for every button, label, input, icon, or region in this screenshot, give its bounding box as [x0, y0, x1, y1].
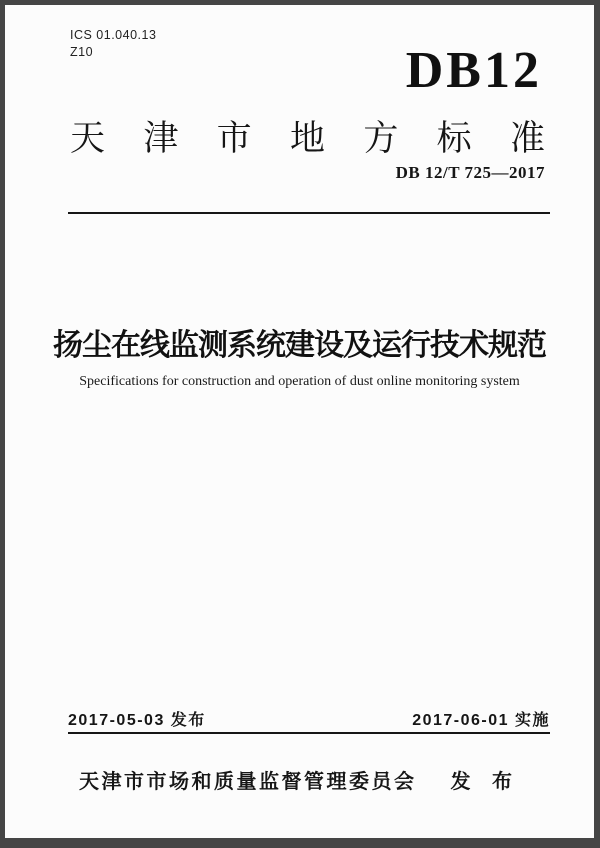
standard-number: DB 12/T 725—2017: [395, 163, 545, 182]
dates-row: [68, 707, 550, 730]
publisher-row: [5, 765, 594, 794]
publish-label: 发 布: [450, 771, 521, 793]
publisher-name: 天津市市场和质量监督管理委员会: [78, 771, 417, 793]
document-title-english: Specifications for construction and operation of dust online monitoring system: [79, 374, 520, 389]
document-title-chinese: 扬尘在线监测系统建设及运行技术规范: [53, 329, 546, 362]
header-rule: [68, 212, 550, 214]
ics-block: [70, 27, 156, 61]
db12-logo: DB12: [405, 42, 542, 99]
standard-type-title: 天 津 市 地 方 标 准: [70, 119, 545, 158]
standard-cover-page: [5, 5, 594, 838]
classification-code: Z10: [70, 45, 94, 59]
implementation-date: 2017-06-01 实施: [412, 712, 550, 729]
ics-code: ICS 01.040.13: [70, 28, 157, 42]
footer-rule: [68, 732, 550, 734]
issue-date: 2017-05-03 发布: [68, 712, 206, 729]
